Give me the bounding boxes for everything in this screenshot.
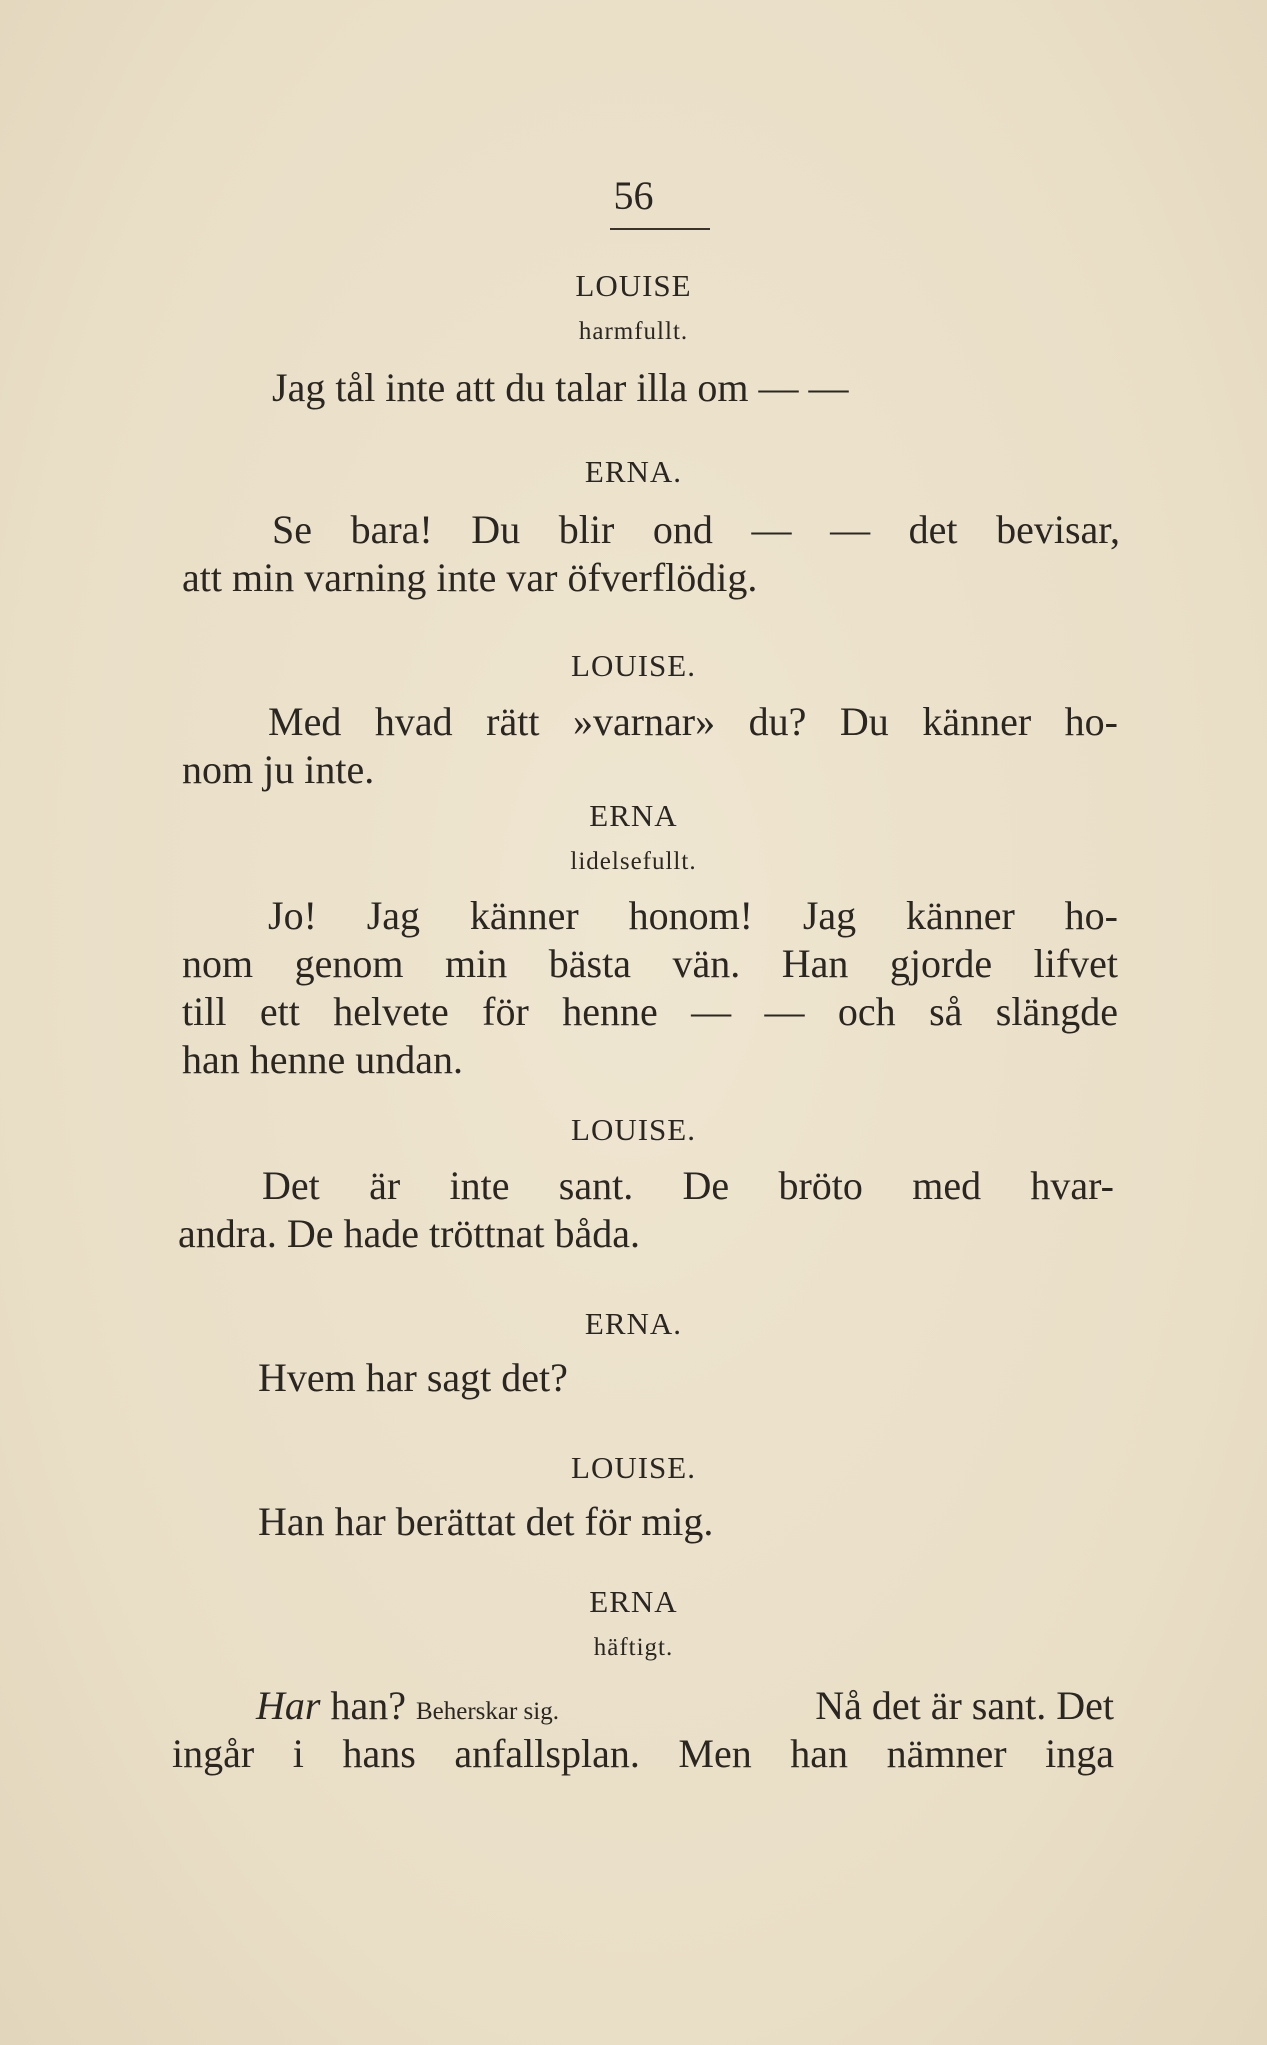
dialogue-line-start (256, 1682, 559, 1729)
stage-direction: lidelsefullt. (570, 848, 697, 875)
dialogue-line: Se bara! Du blir ond — — det bevisar, (272, 507, 1120, 552)
dialogue-line: Jo! Jag känner honom! Jag känner ho- (268, 893, 1118, 938)
dialogue-line: Jag tål inte att du talar illa om — — (272, 365, 849, 410)
speaker-name: ERNA. (584, 454, 683, 489)
dialogue-line: andra. De hade tröttnat båda. (178, 1211, 641, 1256)
dialogue-line: Det är inte sant. De bröto med hvar- (262, 1163, 1114, 1208)
dialogue-line: Med hvad rätt »varnar» du? Du känner ho- (268, 699, 1118, 744)
dialogue-line (256, 1682, 1114, 1729)
page-number: 56 (613, 173, 654, 218)
dialogue-line: att min varning inte var öfverflödig. (182, 555, 758, 600)
page-number-rule (610, 228, 710, 230)
dialogue-line: nom genom min bästa vän. Han gjorde lifvet (182, 941, 1118, 986)
speaker-name: LOUISE (575, 268, 692, 303)
dialogue-line: ingår i hans anfallsplan. Men han nämner inga (172, 1731, 1114, 1776)
speaker-name: LOUISE. (571, 648, 696, 683)
dialogue-fragment: han? (320, 1683, 406, 1728)
dialogue-line: han henne undan. (182, 1037, 464, 1082)
dialogue-line: Hvem har sagt det? (258, 1355, 568, 1400)
speaker-name: LOUISE. (571, 1450, 696, 1485)
dialogue-line: till ett helvete för henne — — och så slängde (182, 989, 1118, 1034)
emphasized-word: Har (256, 1683, 321, 1728)
speaker-name: LOUISE. (571, 1112, 696, 1147)
stage-direction: harmfullt. (578, 318, 689, 345)
dialogue-fragment: Nå det är sant. Det (815, 1683, 1114, 1728)
speaker-name: ERNA (589, 1584, 678, 1619)
dialogue-line: Han har berättat det för mig. (258, 1499, 714, 1544)
dialogue-line: nom ju inte. (182, 747, 375, 792)
inline-stage-direction: Beherskar sig. (415, 1698, 559, 1725)
stage-direction: häftigt. (593, 1634, 674, 1661)
speaker-name: ERNA (589, 798, 678, 833)
speaker-name: ERNA. (584, 1306, 683, 1341)
